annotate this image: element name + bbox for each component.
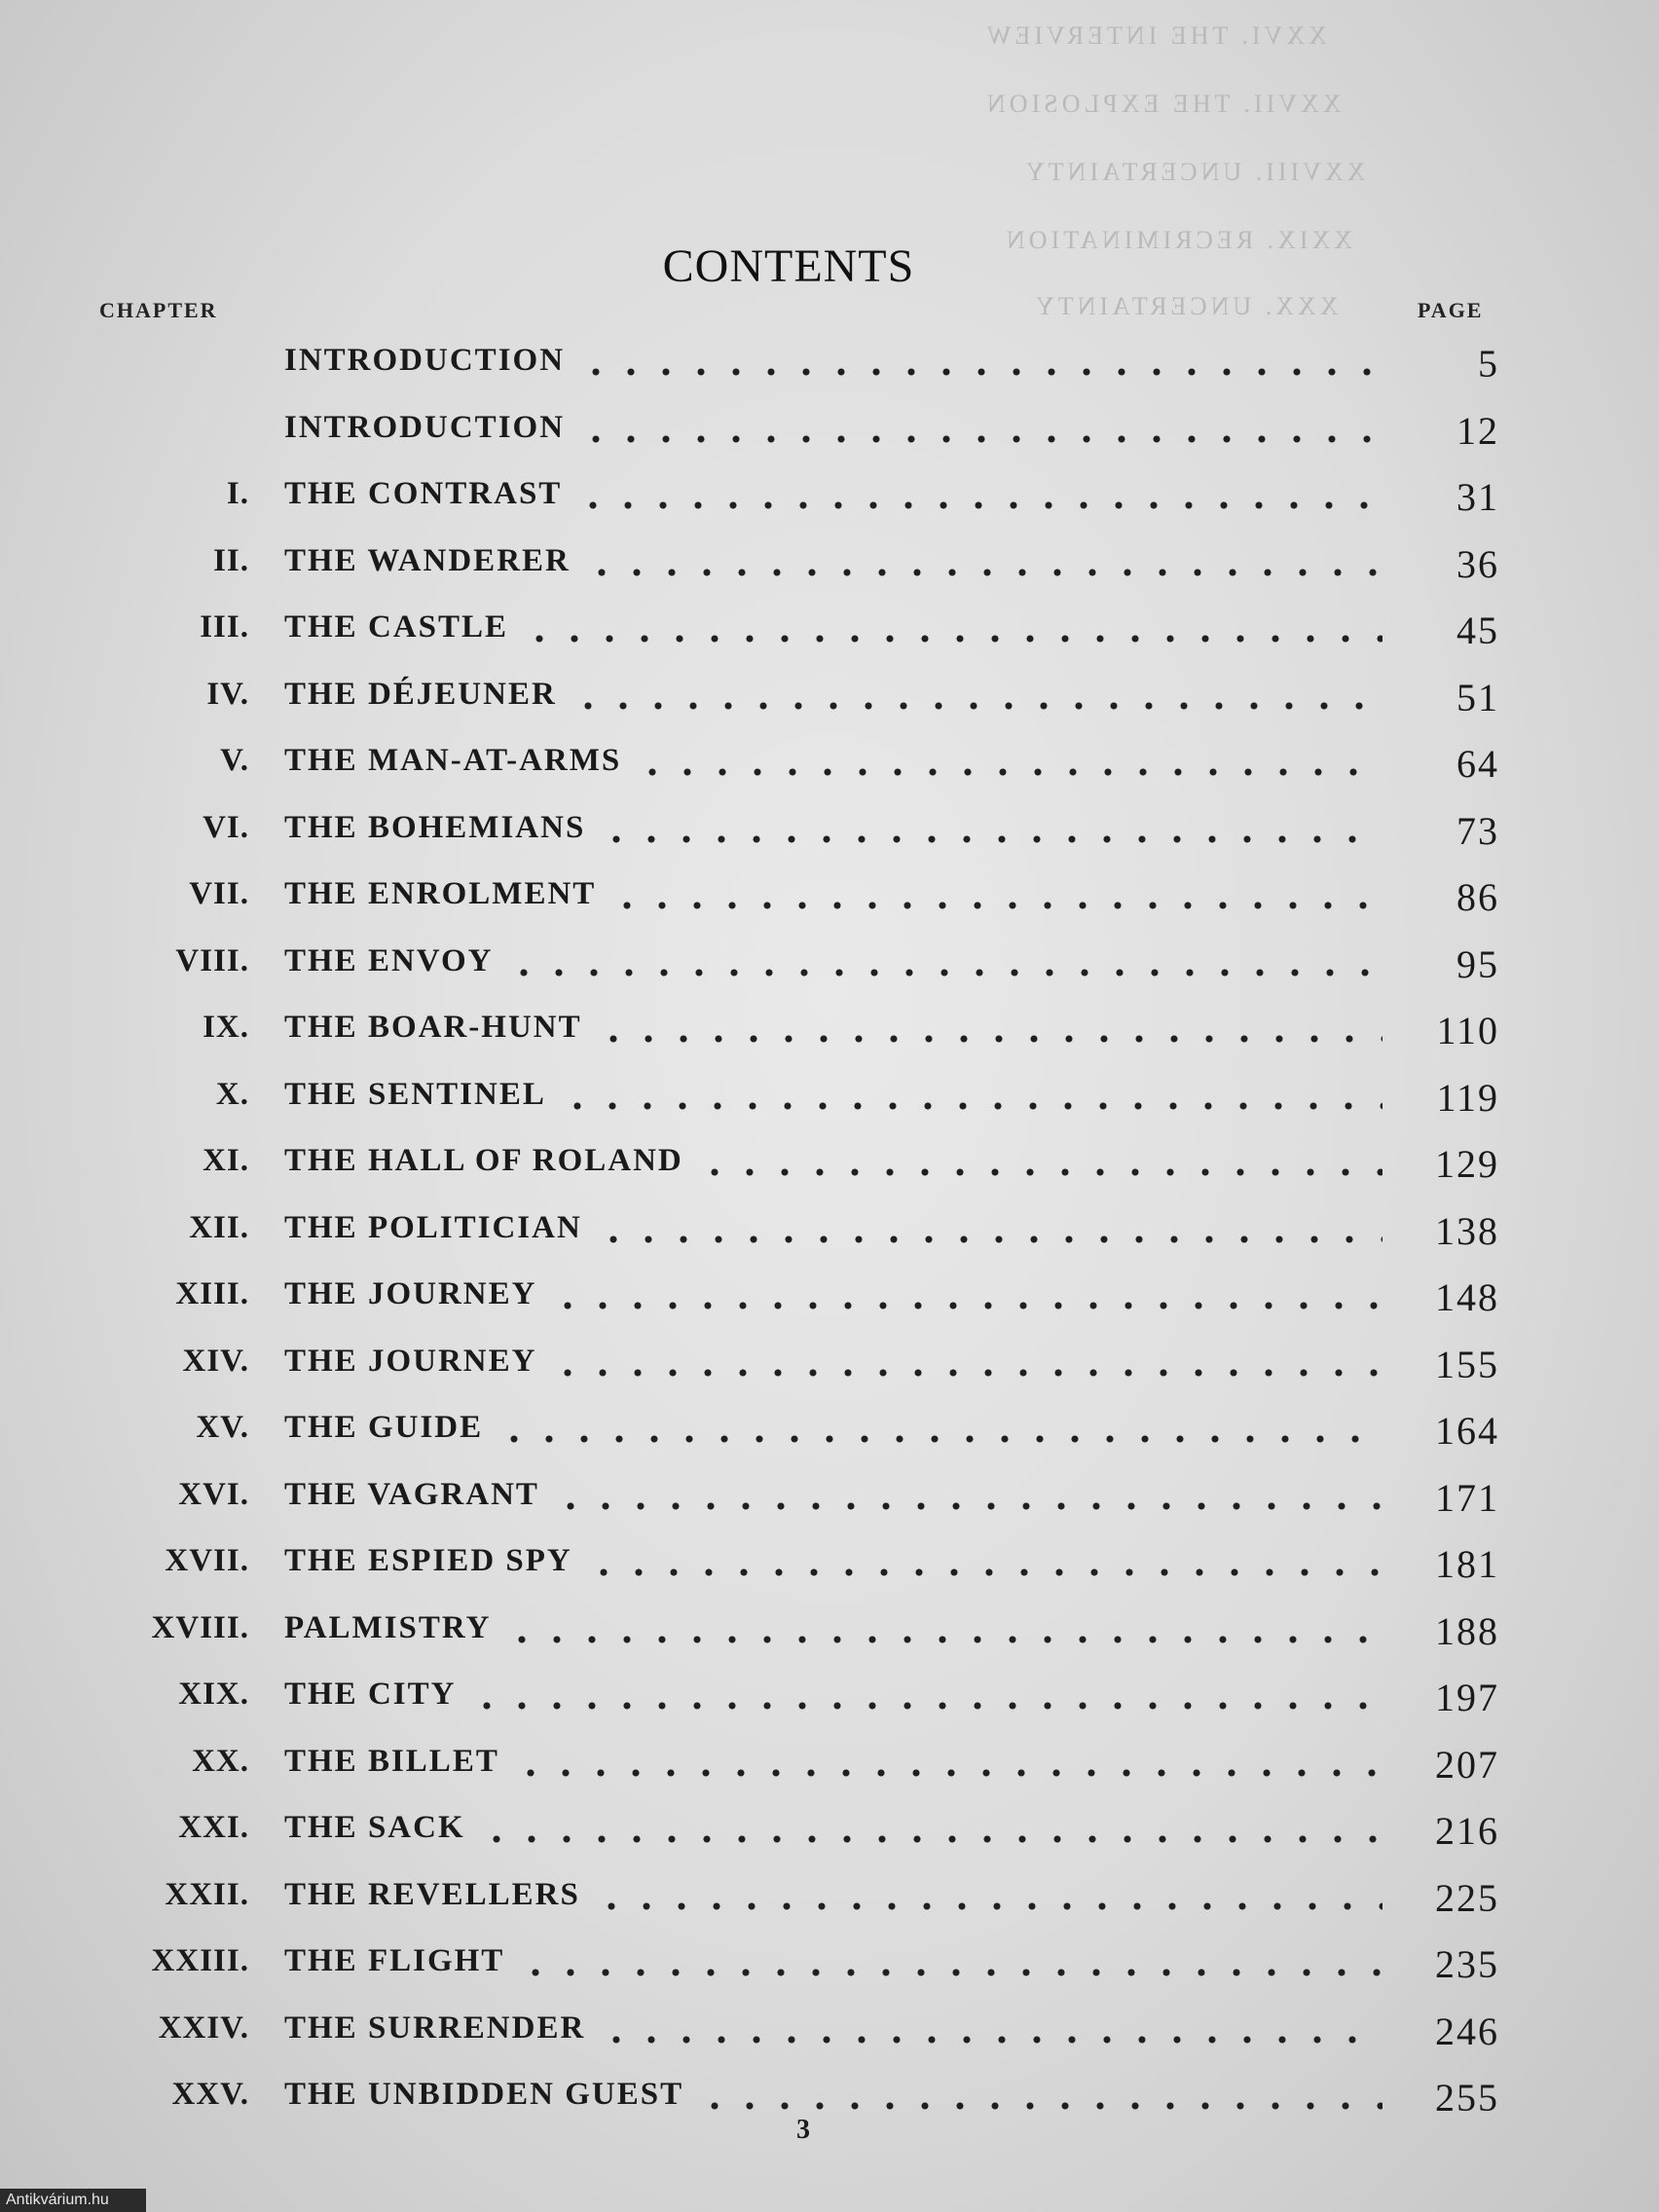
- chapter-title: THE VAGRANT: [284, 1476, 539, 1512]
- chapter-page: 235: [1435, 1942, 1499, 1986]
- dot-leader: [560, 1102, 1382, 1110]
- watermark: Antikvárium.hu: [0, 2189, 146, 2212]
- chapter-page: 155: [1435, 1342, 1499, 1386]
- chapter-page: 36: [1456, 541, 1499, 586]
- chapter-number: VIII.: [175, 942, 249, 978]
- toc-entry: [0, 1202, 1659, 1270]
- chapter-number: XII.: [189, 1209, 249, 1245]
- dot-leader: [596, 1235, 1382, 1243]
- chapter-number: XVI.: [178, 1476, 249, 1512]
- toc-entry: [0, 468, 1659, 535]
- chapter-number: VI.: [203, 809, 249, 845]
- chapter-number: XIII.: [175, 1276, 249, 1311]
- chapter-number: XXIV.: [158, 2009, 249, 2046]
- bleed-through-line: XXX. UNCERTAINTY: [1032, 292, 1339, 320]
- chapter-title: THE ESPIED SPY: [284, 1543, 572, 1578]
- chapter-title: PALMISTRY: [284, 1609, 492, 1645]
- chapter-page: 86: [1456, 875, 1499, 919]
- chapter-title: THE CONTRAST: [284, 476, 563, 511]
- chapter-title: THE BOHEMIANS: [284, 809, 586, 845]
- toc-entry: [0, 2003, 1659, 2070]
- bleed-through-line: XXVII. THE EXPLOSION: [983, 90, 1342, 118]
- chapter-number: XIV.: [182, 1343, 249, 1379]
- toc-entry: [0, 1336, 1659, 1403]
- toc-entry: [0, 402, 1659, 469]
- chapter-title: THE ENVOY: [284, 942, 494, 978]
- chapter-column-label: CHAPTER: [99, 298, 218, 322]
- toc-entry: [0, 1802, 1659, 1869]
- chapter-number: IX.: [203, 1010, 249, 1045]
- dot-leader: [697, 2102, 1382, 2110]
- dot-leader: [697, 1168, 1382, 1176]
- chapter-number: XX.: [192, 1743, 249, 1779]
- toc-entry: [0, 669, 1659, 736]
- dot-leader: [635, 768, 1382, 776]
- dot-leader: [571, 702, 1382, 710]
- toc-entry: [0, 1269, 1659, 1336]
- dot-leader: [578, 435, 1382, 443]
- chapter-page: 129: [1435, 1142, 1499, 1186]
- chapter-page: 171: [1435, 1475, 1499, 1520]
- page-column-label: PAGE: [1418, 298, 1484, 322]
- chapter-title: THE HALL OF ROLAND: [284, 1143, 683, 1178]
- bleed-through-line: XXVI. THE INTERVIEW: [983, 21, 1327, 50]
- chapter-page: 45: [1456, 608, 1499, 652]
- chapter-title: THE BILLET: [284, 1743, 499, 1779]
- chapter-number: V.: [220, 743, 249, 778]
- chapter-title: INTRODUCTION: [284, 343, 566, 378]
- chapter-page: 5: [1478, 342, 1499, 386]
- toc-entry: [0, 735, 1659, 802]
- dot-leader: [553, 1502, 1382, 1510]
- toc-entry: [0, 1603, 1659, 1670]
- chapter-number: XI.: [203, 1143, 249, 1178]
- chapter-page: 207: [1435, 1742, 1499, 1787]
- chapter-number: XXV.: [171, 2077, 249, 2112]
- toc-entry: [0, 1402, 1659, 1469]
- dot-leader: [550, 1369, 1382, 1377]
- toc-entry: [0, 868, 1659, 936]
- dot-leader: [586, 1568, 1382, 1576]
- chapter-title: THE DÉJEUNER: [284, 676, 557, 712]
- chapter-page: 51: [1456, 675, 1499, 719]
- chapter-page: 119: [1436, 1075, 1499, 1120]
- chapter-page: 197: [1435, 1676, 1499, 1719]
- dot-leader: [504, 1636, 1382, 1643]
- toc-entry: [0, 1135, 1659, 1202]
- dot-leader: [469, 1702, 1382, 1710]
- chapter-number: XXIII.: [151, 1943, 249, 1978]
- chapter-number: X.: [215, 1076, 249, 1112]
- dot-leader: [506, 969, 1382, 977]
- chapter-page: 181: [1435, 1542, 1499, 1586]
- bleed-through-line: XXIX. RECRIMINATION: [1003, 226, 1353, 254]
- chapter-title: INTRODUCTION: [284, 409, 566, 445]
- chapter-page: 216: [1435, 1809, 1499, 1853]
- toc-entry: [0, 1535, 1659, 1603]
- dot-leader: [575, 501, 1382, 509]
- chapter-number: XXI.: [178, 1810, 249, 1845]
- chapter-page: 255: [1435, 2076, 1499, 2120]
- dot-leader: [513, 1769, 1382, 1777]
- dot-leader: [578, 368, 1382, 376]
- chapter-number: XVII.: [165, 1543, 249, 1578]
- chapter-page: 225: [1435, 1875, 1499, 1920]
- chapter-title: THE JOURNEY: [284, 1276, 537, 1311]
- chapter-number: XXII.: [165, 1876, 249, 1912]
- chapter-title: THE JOURNEY: [284, 1343, 537, 1379]
- page-number: 3: [796, 2115, 810, 2145]
- toc-entry: [0, 936, 1659, 1003]
- chapter-page: 31: [1456, 475, 1499, 519]
- toc-entry: [0, 1869, 1659, 1936]
- dot-leader: [594, 1902, 1382, 1910]
- toc-entry: [0, 535, 1659, 603]
- dot-leader: [518, 1969, 1382, 1976]
- chapter-title: THE SACK: [284, 1810, 465, 1845]
- chapter-page: 64: [1456, 742, 1499, 786]
- dot-leader: [609, 902, 1382, 909]
- chapter-number: XIX.: [178, 1677, 249, 1712]
- dot-leader: [584, 569, 1382, 576]
- dot-leader: [599, 2036, 1382, 2044]
- chapter-title: THE SURRENDER: [284, 2009, 586, 2046]
- chapter-page: 164: [1435, 1409, 1499, 1453]
- chapter-page: 73: [1456, 808, 1499, 853]
- chapter-number: II.: [213, 542, 249, 578]
- toc-entry: [0, 335, 1659, 402]
- toc-entry: [0, 802, 1659, 869]
- chapter-title: THE POLITICIAN: [284, 1209, 582, 1245]
- chapter-page: 138: [1435, 1208, 1499, 1253]
- chapter-number: IV.: [206, 676, 249, 712]
- chapter-title: THE CASTLE: [284, 609, 508, 645]
- dot-leader: [599, 835, 1382, 843]
- dot-leader: [497, 1435, 1382, 1443]
- chapter-page: 110: [1436, 1009, 1499, 1052]
- chapter-title: THE ENROLMENT: [284, 876, 597, 911]
- toc-entry: [0, 602, 1659, 669]
- dot-leader: [522, 635, 1382, 643]
- chapter-title: THE GUIDE: [284, 1410, 484, 1445]
- dot-leader: [550, 1302, 1382, 1309]
- bleed-through-line: XXVIII. UNCERTAINTY: [1022, 158, 1366, 186]
- chapter-page: 12: [1456, 408, 1499, 453]
- chapter-title: THE WANDERER: [284, 542, 571, 578]
- toc-entry: [0, 1469, 1659, 1536]
- chapter-number: XV.: [196, 1410, 249, 1445]
- toc-entry: [0, 1002, 1659, 1069]
- toc-entry: [0, 1669, 1659, 1736]
- dot-leader: [479, 1835, 1382, 1843]
- toc-entry: [0, 1736, 1659, 1803]
- table-of-contents: [0, 335, 1659, 2136]
- chapter-number: III.: [200, 609, 249, 645]
- chapter-page: 188: [1435, 1608, 1499, 1653]
- page-title: CONTENTS: [662, 240, 915, 292]
- chapter-number: I.: [226, 476, 249, 511]
- chapter-title: THE MAN-AT-ARMS: [284, 743, 622, 778]
- chapter-title: THE UNBIDDEN GUEST: [284, 2077, 684, 2112]
- chapter-title: THE SENTINEL: [284, 1076, 546, 1112]
- chapter-page: 95: [1456, 941, 1499, 986]
- chapter-title: THE REVELLERS: [284, 1876, 580, 1912]
- toc-entry: [0, 1936, 1659, 2003]
- chapter-title: THE CITY: [284, 1677, 457, 1712]
- chapter-title: THE BOAR-HUNT: [284, 1010, 582, 1045]
- chapter-number: XVIII.: [151, 1609, 249, 1645]
- chapter-page: 246: [1435, 2009, 1499, 2053]
- chapter-number: VII.: [189, 876, 249, 911]
- dot-leader: [596, 1035, 1382, 1043]
- chapter-title: THE FLIGHT: [284, 1943, 505, 1978]
- chapter-page: 148: [1435, 1275, 1499, 1319]
- toc-entry: [0, 1069, 1659, 1136]
